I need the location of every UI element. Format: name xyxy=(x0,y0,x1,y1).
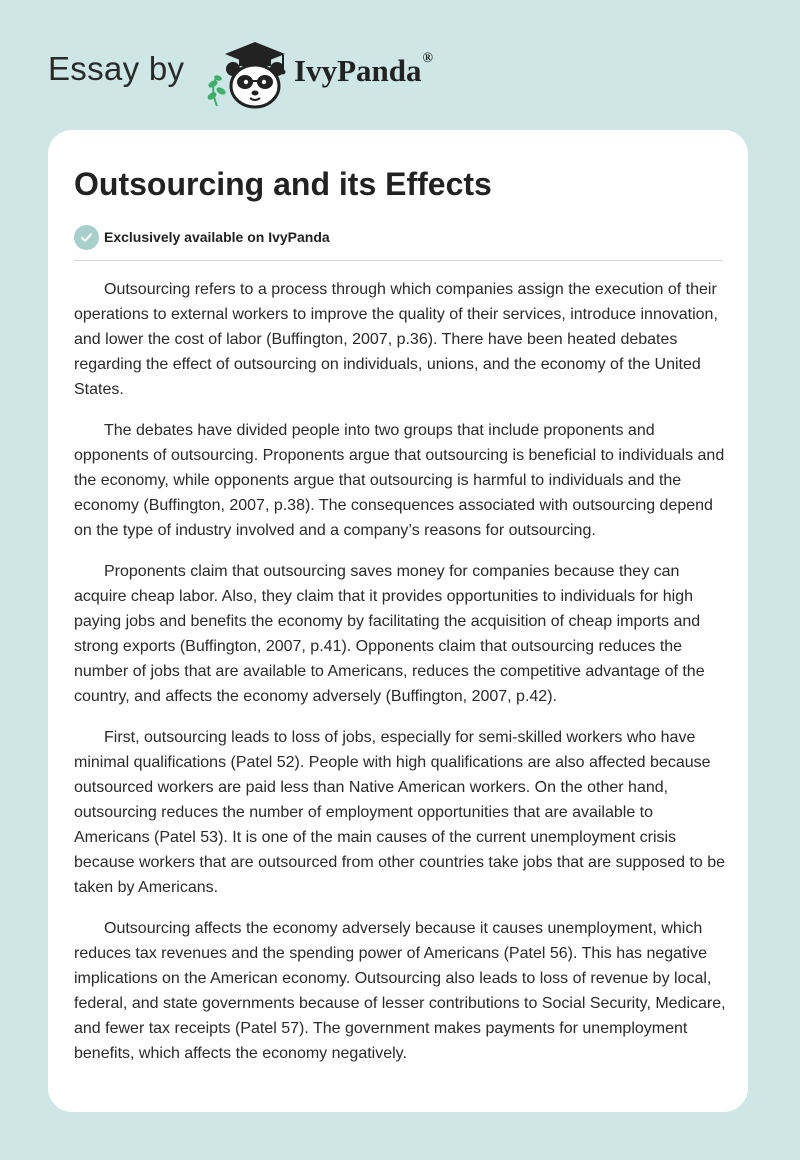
brand-name[interactable]: IvyPanda® xyxy=(294,51,433,88)
paragraph: The debates have divided people into two groups that include proponents and opponents of outsourcing. Proponents argue that outsourcing is beneficial to individuals and the economy, while opponents argue that outsourcing is harmful to individuals and the economy (Buffington, 2007, p.38). The consequences associated with outsourcing depend on the type of industry involved and a company’s reasons for outsourcing. xyxy=(74,422,725,539)
check-icon xyxy=(74,225,99,250)
leaf-icon xyxy=(206,74,227,106)
panda-graduate-logo-icon[interactable] xyxy=(203,36,293,112)
paragraph: Outsourcing affects the economy adversely because it causes unemployment, which reduces tax revenues and the spending power of Americans (Patel 56). This has negative implications on the American economy. Outsourcing also leads to loss of revenue by local, federal, and state governments because of lesser contributions to Social Security, Medicare, and fewer tax receipts (Patel 57). The government makes payments for unemployment benefits, which affects the economy negatively. xyxy=(74,920,726,1062)
essay-card xyxy=(48,130,748,1112)
site-header xyxy=(48,30,508,110)
exclusive-badge-label: Exclusively available on IvyPanda xyxy=(104,229,330,245)
divider xyxy=(74,260,723,261)
essay-by-label: Essay by xyxy=(48,50,185,87)
essay-body xyxy=(74,277,726,1066)
paragraph: First, outsourcing leads to loss of jobs, especially for semi-skilled workers who have minimal qualifications (Patel 52). People with high qualifications are also affected because outsourced workers are paid less than Native American workers. On the other hand, outsourcing reduces the number of employment opportunities that are available to Americans (Patel 53). It is one of the main causes of the current unemployment crisis because workers that are outsourced from other countries take jobs that are supposed to be taken by Americans. xyxy=(74,729,726,896)
paragraph: Proponents claim that outsourcing saves money for companies because they can acquire cheap labor. Also, they claim that it provides opportunities to individuals for high paying jobs and benefits the economy by facilitating the acquisition of cheap imports and strong exports (Buffington, 2007, p.41). Opponents claim that outsourcing reduces the number of jobs that are available to Americans, reduces the competitive advantage of the country, and affects the economy adversely (Buffington, 2007, p.42). xyxy=(74,563,705,705)
page-title: Outsourcing and its Effects xyxy=(74,166,492,202)
paragraph: Outsourcing refers to a process through which companies assign the execution of their operations to external workers to improve the quality of their services, introduce innovation, and lower the cost of labor (Buffington, 2007, p.36). There have been heated debates regarding the effect of outsourcing on individuals, unions, and the economy of the United States. xyxy=(74,281,718,398)
exclusive-badge xyxy=(74,224,722,250)
